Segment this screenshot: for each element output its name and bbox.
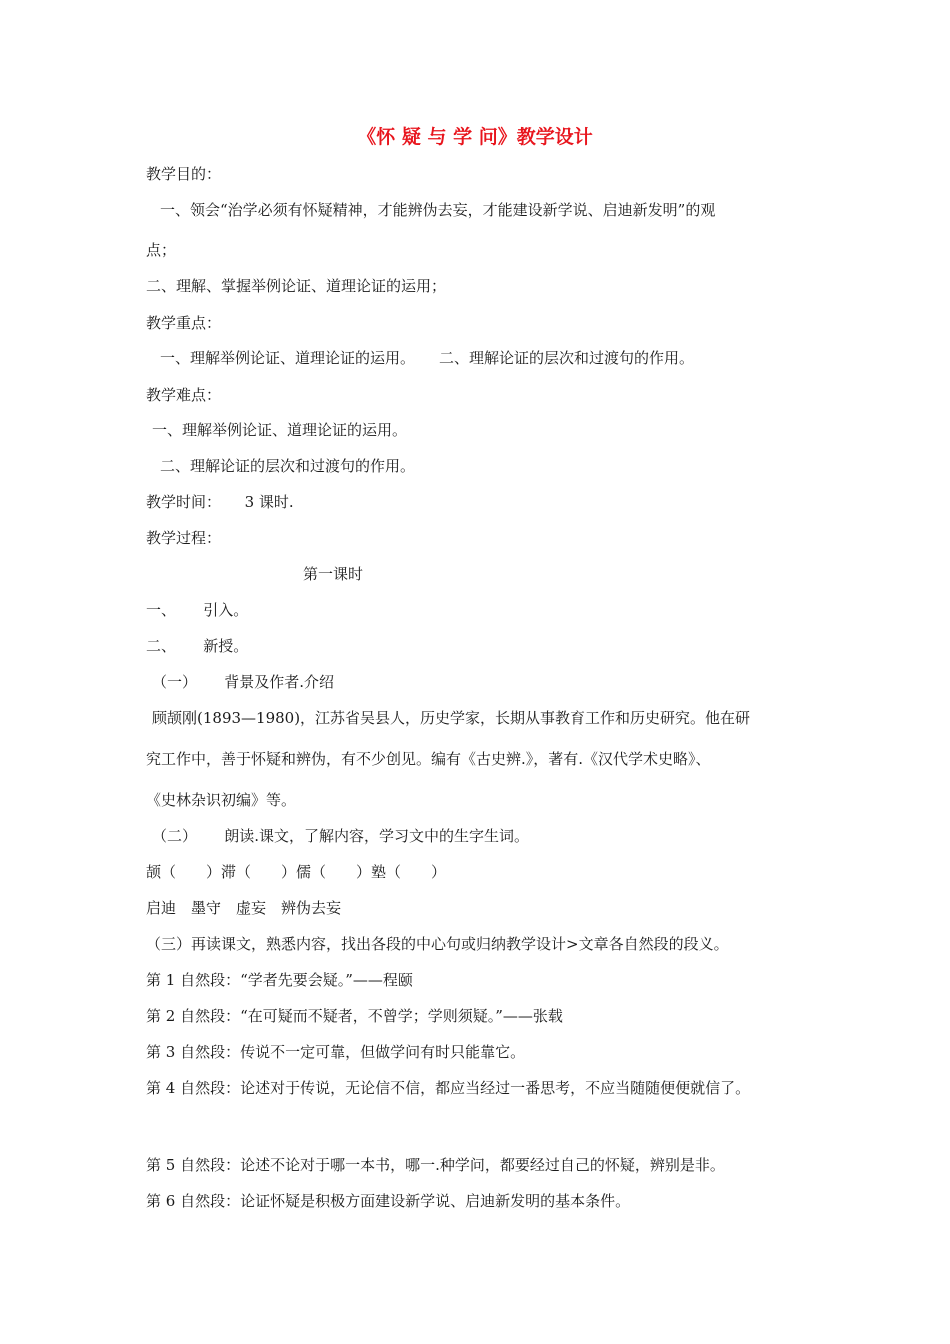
paragraph-4-summary: 第 4 自然段：论述对于传说，无论信不信，都应当经过一番思考，不应当随随便便就信了。	[146, 1079, 751, 1097]
paragraph-1-summary: 第 1 自然段：“学者先要会疑。”——程颐	[146, 971, 413, 989]
vocabulary-list: 启迪 墨守 虚妄 辨伪去妄	[146, 899, 342, 917]
time-label: 教学时间：	[146, 493, 222, 511]
sub-section-1: （一） 背景及作者.介绍	[152, 673, 335, 691]
lesson-heading: 第一课时	[303, 565, 364, 583]
goal-1-line-1: 一、领会“治学必须有怀疑精神，才能辨伪去妄，才能建设新学说、启迪新发明”的观	[160, 201, 716, 219]
key-point-1: 一、理解举例论证、道理论证的运用。	[160, 349, 416, 367]
difficulty-2: 二、理解论证的层次和过渡句的作用。	[160, 457, 416, 475]
step-1: 一、 引入。	[146, 601, 249, 619]
process-heading: 教学过程：	[146, 529, 222, 547]
goal-2: 二、理解、掌握举例论证、道理论证的运用；	[146, 277, 447, 295]
sub-section-3: （三）再读课文，熟悉内容，找出各段的中心句或归纳教学设计>文章各自然段的段义。	[146, 935, 729, 953]
key-points-heading: 教学重点：	[146, 314, 222, 332]
paragraph-3-summary: 第 3 自然段：传说不一定可靠，但做学问有时只能靠它。	[146, 1043, 526, 1061]
key-points-line	[160, 348, 694, 368]
paragraph-5-summary: 第 5 自然段：论述不论对于哪一本书，哪一.种学问，都要经过自己的怀疑，辨别是非。	[146, 1156, 725, 1174]
paragraph-2-summary: 第 2 自然段：“在可疑而不疑者，不曾学；学则须疑。”——张载	[146, 1007, 563, 1025]
goal-1-line-2: 点；	[146, 241, 177, 259]
key-point-2: 二、理解论证的层次和过渡句的作用。	[439, 349, 695, 367]
time-value: 3 课时.	[244, 493, 294, 511]
paragraph-6-summary: 第 6 自然段：论证怀疑是积极方面建设新学说、启迪新发明的基本条件。	[146, 1192, 631, 1210]
pinyin-exercise: 颉（ ）滞（ ）儒（ ）塾（ ）	[146, 863, 447, 881]
step-2: 二、 新授。	[146, 637, 249, 655]
author-line-1: 顾颉刚(1893—1980)，江苏省吴县人，历史学家，长期从事教育工作和历史研究。他在研	[152, 709, 751, 727]
document-title: 《怀 疑 与 学 问》教学设计	[357, 126, 593, 148]
difficulties-heading: 教学难点：	[146, 386, 222, 404]
teaching-time	[146, 492, 294, 512]
goals-heading: 教学目的：	[146, 165, 222, 183]
sub-section-2: （二） 朗读.课文，了解内容，学习文中的生字生词。	[152, 827, 530, 845]
author-line-3: 《史林杂识初编》等。	[146, 791, 297, 809]
difficulty-1: 一、理解举例论证、道理论证的运用。	[152, 421, 408, 439]
author-line-2: 究工作中，善于怀疑和辨伪，有不少创见。编有《古史辨.》，著有.《汉代学术史略》、	[146, 750, 711, 768]
